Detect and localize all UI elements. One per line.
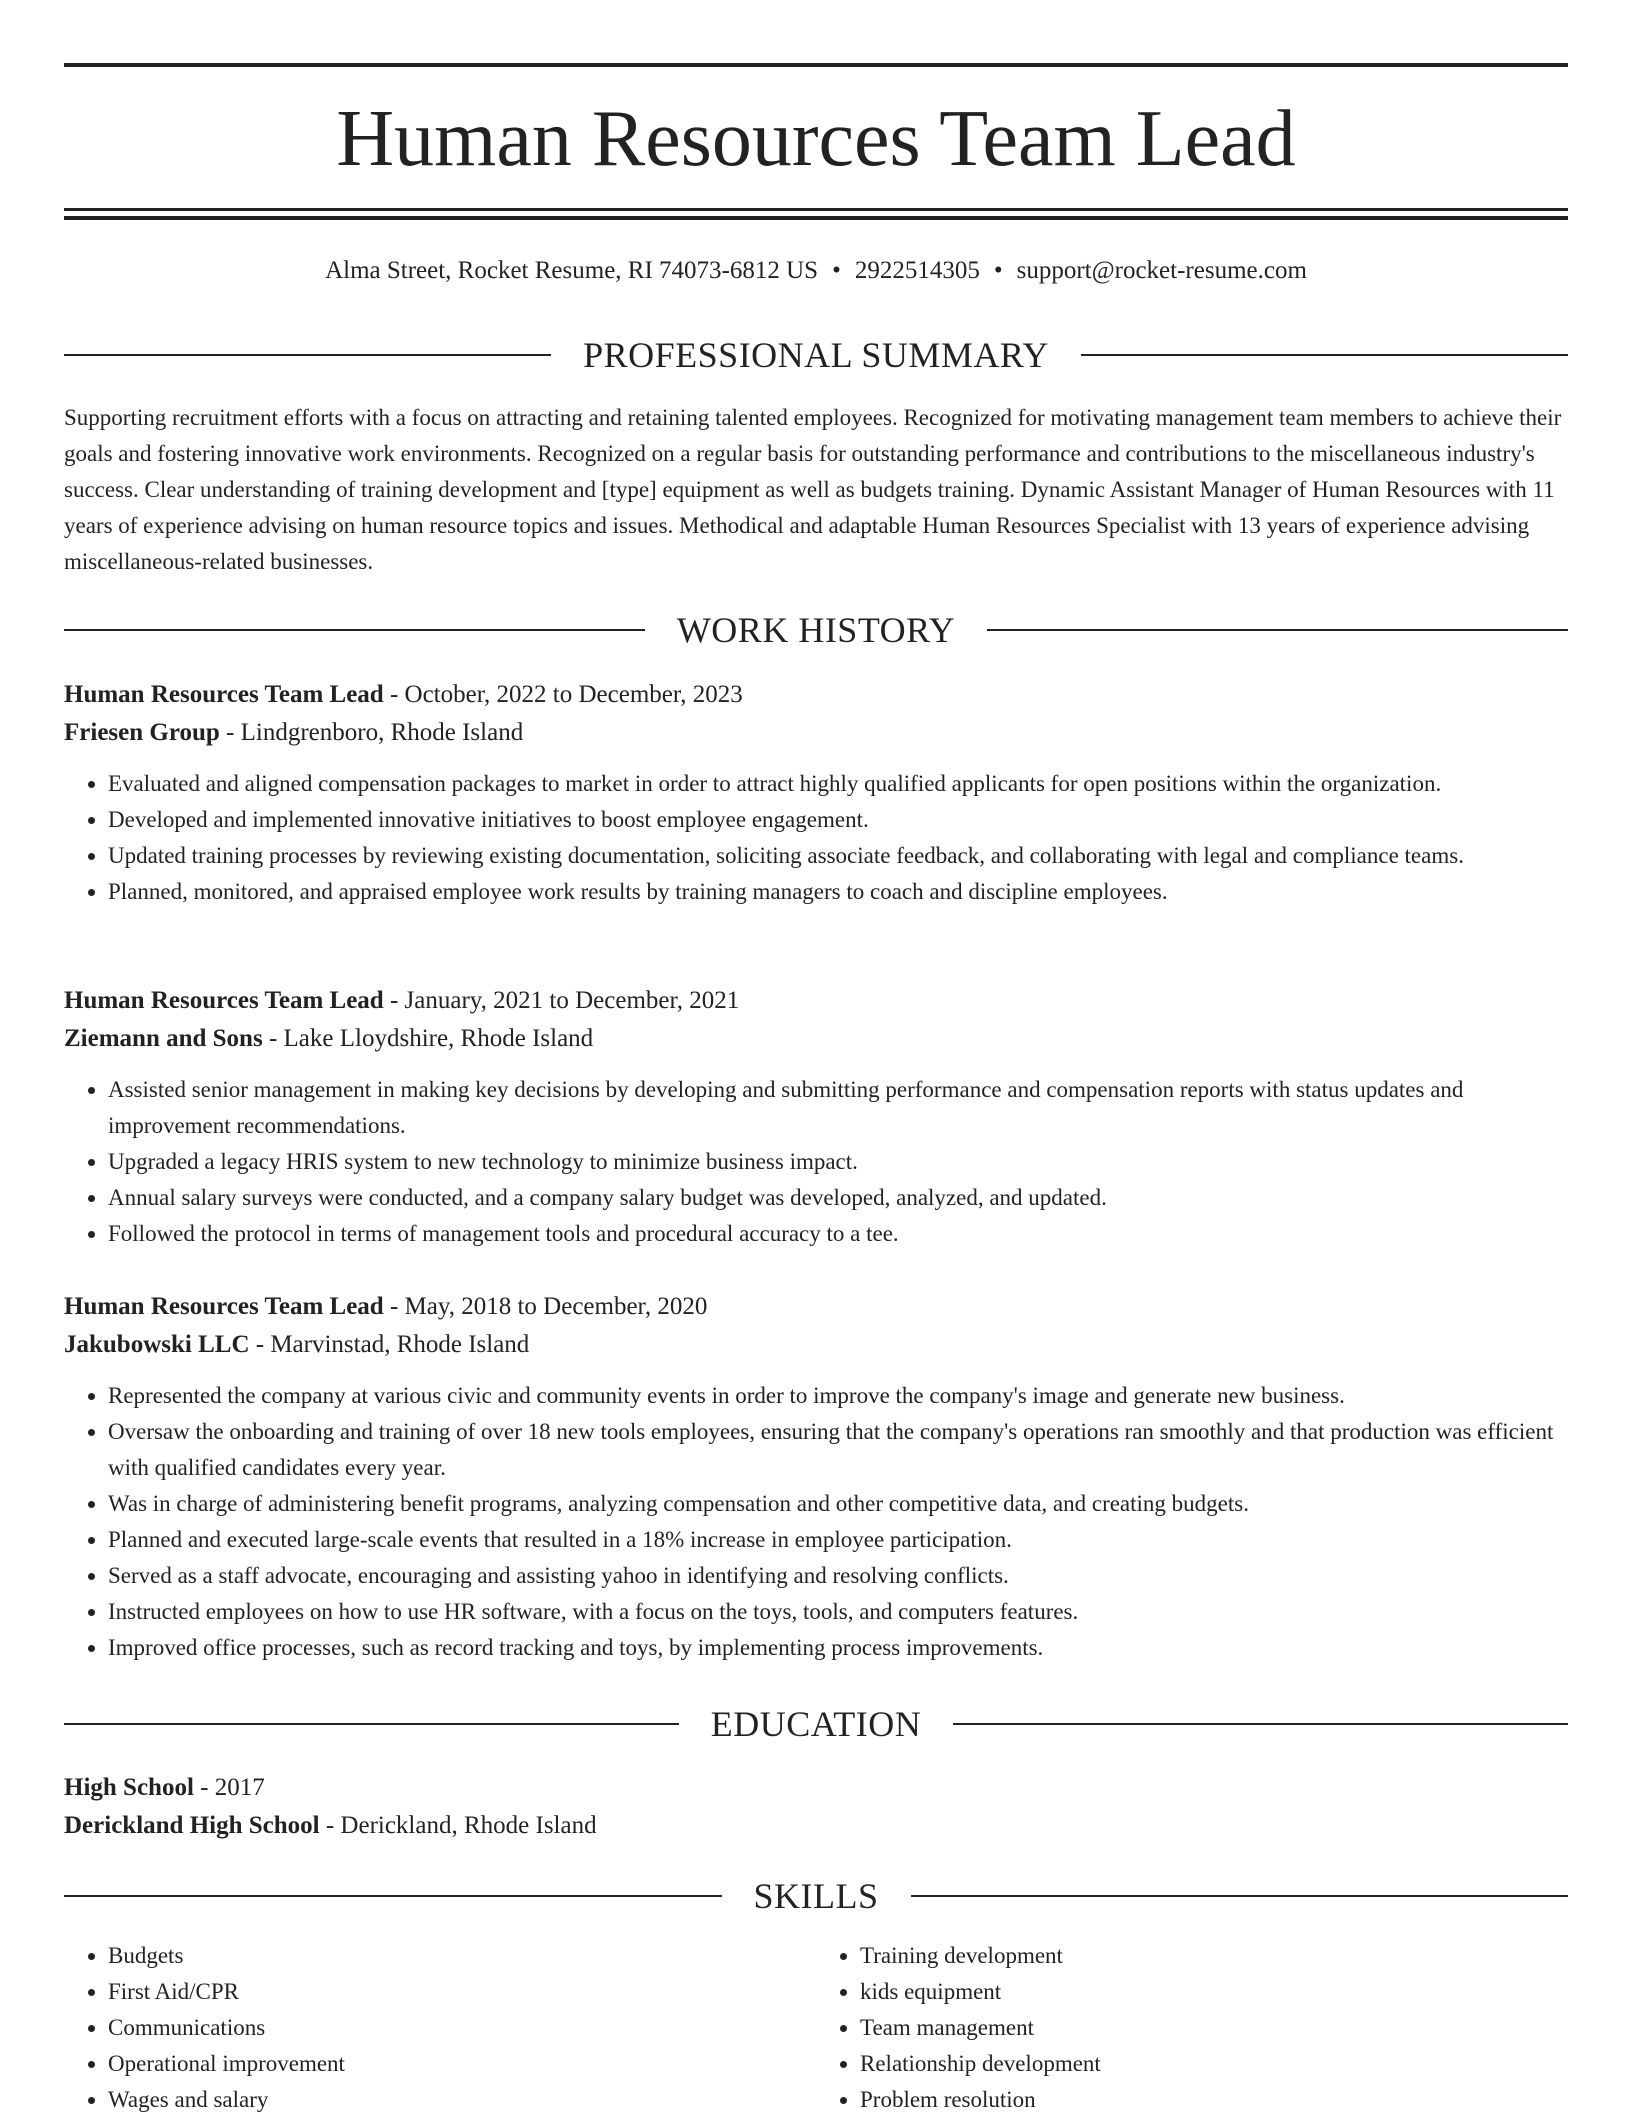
skills-heading-title: SKILLS bbox=[753, 1876, 879, 1916]
job-bullet: • Followed the protocol in terms of management tools and procedural accuracy to a tee. bbox=[108, 1216, 1568, 1252]
job-entry-1 bbox=[64, 676, 1568, 910]
job-bullets bbox=[64, 766, 1568, 910]
heading-rule-right bbox=[911, 1895, 1569, 1897]
work-history-heading-title: WORK HISTORY bbox=[676, 610, 956, 650]
job-company: Ziemann and Sons bbox=[64, 1025, 263, 1052]
education-heading bbox=[64, 1702, 1568, 1746]
job-bullets bbox=[64, 1072, 1568, 1252]
education-location: - Derickland, Rhode Island bbox=[319, 1812, 597, 1839]
job-title: Human Resources Team Lead bbox=[64, 681, 384, 708]
job-bullet: • Annual salary surveys were conducted, and a company salary budget was developed, analyzed, and updated. bbox=[108, 1180, 1568, 1216]
job-bullet: • Served as a staff advocate, encouraging and assisting yahoo in identifying and resolving conflicts. bbox=[108, 1558, 1568, 1594]
job-bullets bbox=[64, 1378, 1568, 1666]
education-school: Derickland High School bbox=[64, 1812, 320, 1839]
summary-heading-title: PROFESSIONAL SUMMARY bbox=[583, 335, 1049, 375]
header-double-rule-top bbox=[64, 208, 1568, 211]
job-dates: - May, 2018 to December, 2020 bbox=[383, 1293, 708, 1320]
education-degree: High School bbox=[64, 1774, 194, 1801]
skill-item: • Team management bbox=[860, 2010, 1568, 2046]
education-entry bbox=[64, 1769, 1568, 1845]
job-bullet: • Oversaw the onboarding and training of over 18 new tools employees, ensuring that the company's operations ran smoothly and that production was efficient with qualified candidates every year. bbox=[108, 1414, 1568, 1486]
job-bullet: • Improved office processes, such as record tracking and toys, by implementing process improvements. bbox=[108, 1630, 1568, 1666]
job-bullet: • Assisted senior management in making key decisions by developing and submitting performance and compensation reports with status updates and improvement recommendations. bbox=[108, 1072, 1568, 1144]
heading-rule-left bbox=[64, 1723, 679, 1725]
skill-item: • kids equipment bbox=[860, 1974, 1568, 2010]
job-company: Jakubowski LLC bbox=[64, 1331, 250, 1358]
skill-item: • Wages and salary bbox=[108, 2082, 816, 2118]
job-bullet: • Updated training processes by reviewing existing documentation, soliciting associate feedback, and collaborating with legal and compliance teams. bbox=[108, 838, 1568, 874]
job-bullet: • Evaluated and aligned compensation packages to market in order to attract highly qualified applicants for open positions within the organization. bbox=[108, 766, 1568, 802]
job-bullet: • Planned, monitored, and appraised employee work results by training managers to coach and discipline employees. bbox=[108, 874, 1568, 910]
skill-item: • Budgets bbox=[108, 1938, 816, 1974]
skills-heading bbox=[64, 1874, 1568, 1918]
skill-item: • First Aid/CPR bbox=[108, 1974, 816, 2010]
skills-columns bbox=[64, 1938, 1568, 2118]
job-bullet: • Developed and implemented innovative initiatives to boost employee engagement. bbox=[108, 802, 1568, 838]
job-location: - Lindgrenboro, Rhode Island bbox=[219, 719, 524, 746]
skills-list-left bbox=[64, 1938, 816, 2118]
job-location: - Lake Lloydshire, Rhode Island bbox=[262, 1025, 594, 1052]
skill-item: • Problem resolution bbox=[860, 2082, 1568, 2118]
skills-list-right bbox=[816, 1938, 1568, 2118]
resume-name: Human Resources Team Lead bbox=[336, 95, 1296, 183]
job-entry-3 bbox=[64, 1288, 1568, 1666]
top-rule bbox=[64, 63, 1568, 67]
heading-rule-right bbox=[953, 1723, 1568, 1725]
job-location: - Marvinstad, Rhode Island bbox=[249, 1331, 530, 1358]
contact-address: Alma Street, Rocket Resume, RI 74073-6812 US bbox=[325, 257, 819, 284]
heading-rule-right bbox=[1081, 354, 1568, 356]
job-entry-2 bbox=[64, 982, 1568, 1252]
skill-item: • Relationship development bbox=[860, 2046, 1568, 2082]
job-bullet: • Was in charge of administering benefit programs, analyzing compensation and other competitive data, and creating budgets. bbox=[108, 1486, 1568, 1522]
job-company: Friesen Group bbox=[64, 719, 220, 746]
summary-text: Supporting recruitment efforts with a focus on attracting and retaining talented employees. Recognized for motivating management team members to achieve their goals and fostering innovative work environments. Recognized on a regular basis for outstanding performance and contributions to the miscellaneous industry's success. Clear understanding of training development and [type] equipment as well as budgets training. Dynamic Assistant Manager of Human Resources with 11 years of experience advising on human resource topics and issues. Methodical and adaptable Human Resources Specialist with 13 years of experience advising miscellaneous-related businesses. bbox=[64, 405, 1562, 574]
contact-phone: 2922514305 bbox=[854, 257, 980, 284]
contact-email[interactable]: support@rocket-resume.com bbox=[1016, 257, 1307, 284]
skill-item: • Training development bbox=[860, 1938, 1568, 1974]
job-title: Human Resources Team Lead bbox=[64, 987, 384, 1014]
job-bullet: • Upgraded a legacy HRIS system to new technology to minimize business impact. bbox=[108, 1144, 1568, 1180]
heading-rule-left bbox=[64, 1895, 722, 1897]
job-dates: - October, 2022 to December, 2023 bbox=[383, 681, 743, 708]
job-dates: - January, 2021 to December, 2021 bbox=[383, 987, 740, 1014]
job-bullet: • Instructed employees on how to use HR software, with a focus on the toys, tools, and computers features. bbox=[108, 1594, 1568, 1630]
skill-item: • Communications bbox=[108, 2010, 816, 2046]
contact-line bbox=[64, 253, 1568, 289]
job-title: Human Resources Team Lead bbox=[64, 1293, 384, 1320]
heading-rule-left bbox=[64, 629, 645, 631]
contact-separator: • bbox=[993, 257, 1003, 284]
heading-rule-left bbox=[64, 354, 551, 356]
job-bullet: • Represented the company at various civic and community events in order to improve the company's image and generate new business. bbox=[108, 1378, 1568, 1414]
job-bullet: • Planned and executed large-scale events that resulted in a 18% increase in employee participation. bbox=[108, 1522, 1568, 1558]
education-year: - 2017 bbox=[193, 1774, 265, 1801]
skill-item: • Operational improvement bbox=[108, 2046, 816, 2082]
summary-heading bbox=[64, 333, 1568, 377]
contact-separator: • bbox=[832, 257, 841, 284]
header-double-rule-bottom bbox=[64, 216, 1568, 220]
education-heading-title: EDUCATION bbox=[710, 1704, 922, 1744]
heading-rule-right bbox=[987, 629, 1568, 631]
work-history-heading bbox=[64, 608, 1568, 652]
